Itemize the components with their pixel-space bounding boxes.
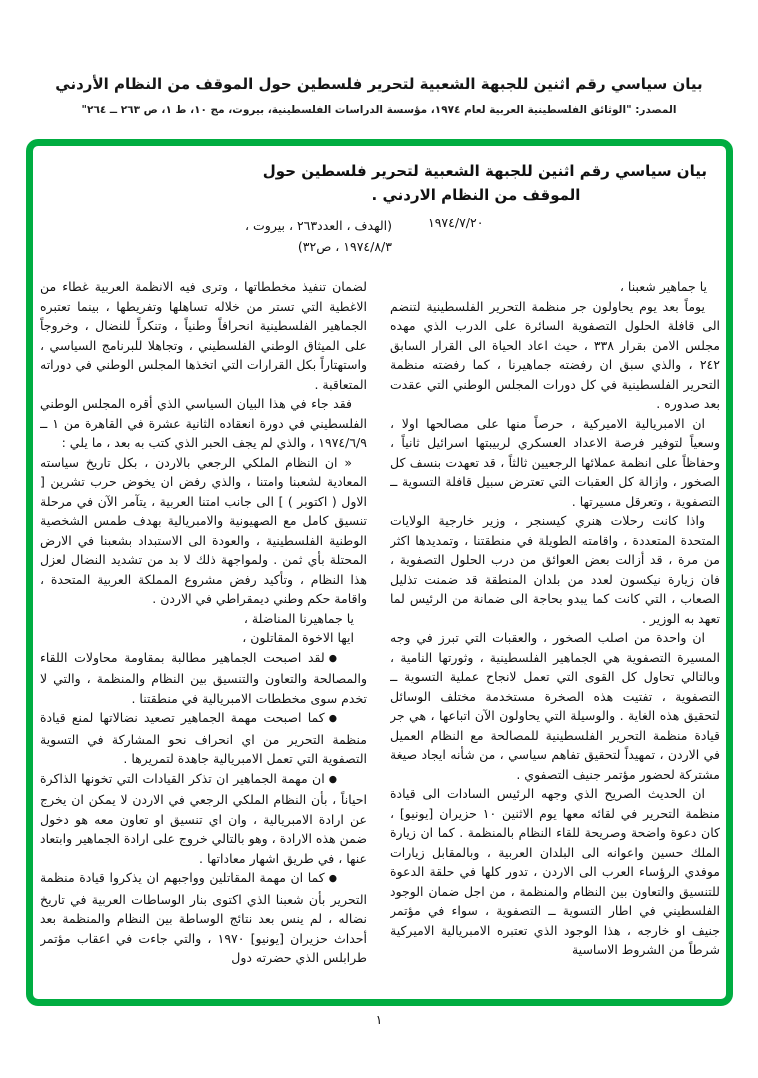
paragraph-bulleted: [40, 648, 367, 709]
paragraph-continuation: لضمان تنفيذ مخططاتها ، وترى فيه الانظمة العربية غطاء من الاغطية التي تستر من خلاله تساهلها وتفريطها ، بينما تعتبره الجماهير الفلسطينية انحرافاً وطنياً ، وتنكراً للنضال ، وخروجاً على الميثاق الوطني الفلسطيني ، وتجاهلا للبرنامج السياسي ، واستهتاراً بكل القرارات التي اتخذها المجلس الوطني في دوراته المتعاقبة .: [40, 279, 367, 392]
paragraph-salutation: يا جماهير شعبنا ،: [619, 279, 707, 294]
column-left: [40, 277, 367, 999]
paragraph-bulleted: [40, 708, 367, 769]
paragraph: واذا كانت رحلات هنري كيسنجر ، وزير خارجية الولايات المتحدة المتعددة ، واقامته الطويلة في منطقتنا ، وتمديدها اكثر من مرة ، قد أزالت بعض العوائق من درب الحلول التصفوية ، فان زيارة نيكسون لعدد من بلدان المنطقة قد ضمنت تذليل الصعاب ، التي كانت كما يبدو بحاجة الى ضمانة من الرئيس لما تعهد به الوزير .: [390, 513, 720, 626]
statement-heading: [245, 159, 707, 207]
paragraph: فقد جاء في هذا البيان السياسي الذي أقره المجلس الوطني الفلسطيني في دورة انعقاده الثانية عشرة في القاهرة من ١ ــ ١٩٧٤/٦/٩ ، والذي لم يجف الحبر الذي كتب به بعد ، ما يلي :: [40, 396, 367, 450]
statement-heading-line2: الموقف من النظام الاردني .: [371, 186, 581, 204]
column-right: [390, 277, 720, 999]
paragraph: ان واحدة من اصلب الصخور ، والعقبات التي تبرز في وجه المسيرة التصفوية هي الجماهير الفلسطينية ، وثورتها النامية ، وبالتالي تحاول كل القوى التي تعمل لانجاح عملية التسوية ــ التصفوية ، تفتيت هذه الصخرة مستخدمة مختلف الوسائل لتحقيق هذه الغاية . والوسيلة التي يحاولون الآن اتباعها ، هي جر قيادة منظمة التحرير الفلسطينية للمصالحة مع النظام العميل في الاردن ، تمهيداً لتحقيق تفاهم سياسي ، من شأنه ايجاد صيغة مشتركة لحضور مؤتمر جنيف التصفوي .: [390, 630, 720, 782]
paragraph-bulleted: [40, 769, 367, 869]
bullet-icon: ●: [328, 873, 337, 884]
publication-citation: [236, 215, 392, 257]
paragraph-bulleted: [40, 868, 367, 968]
statement-date: ١٩٧٤/٧/٢٠: [428, 215, 484, 230]
page-number: ١: [375, 1012, 383, 1027]
bullet-icon: ●: [328, 652, 337, 664]
publication-citation-line2: ١٩٧٤/٨/٣ ، ص٣٢): [297, 239, 392, 254]
publication-citation-line1: (الهدف ، العدد٢٦٣ ، بيروت ،: [245, 218, 392, 233]
paragraph-text: لقد اصبحت الجماهير مطالبة بمقاومة محاولات اللقاء والمصالحة والتعاون والتنسيق بين النظام والمنظمة ، والتي لا تخدم سوى مخططات الامبريالية في منطقتنا .: [40, 649, 367, 706]
page-title: بيان سياسي رقم اثنين للجبهة الشعبية لتحرير فلسطين حول الموقف من النظام الأردني: [55, 75, 703, 93]
paragraph-text: كما ان مهمة المقاتلين وواجبهم ان يذكروا قيادة منظمة التحرير بأن شعبنا الذي اكتوى بنار الوساطات العربية في تاريخ نضاله ، لم ينس بعد نتائج الوساطة بين النظام والمنظمة بعد أحداث حزيران [يونيو] ١٩٧٠ ، والتي جاءت في اعقاب مؤتمر طرابلس الذي حضرته دول: [40, 870, 367, 965]
paragraph-text: كما اصبحت مهمة الجماهير تصعيد نضالاتها لمنع قيادة منظمة التحرير من اي انحراف نحو المشاركة في التسوية التصفوية التي تعمل الامبريالية جاهدة لتمريرها .: [40, 710, 367, 766]
paragraph-salutation: يا جماهيرنا المناضلة ،: [243, 610, 354, 626]
paragraph-salutation: ايها الاخوة المقاتلون ،: [242, 630, 354, 645]
source-citation: المصدر: "الوثائق الفلسطينية العربية لعام ١٩٧٤، مؤسسة الدراسات الفلسطينية، بيروت، مج ١٠، ط ١، ص ٢٦٣ ــ ٢٦٤": [81, 104, 677, 116]
paragraph-quote: « ان النظام الملكي الرجعي بالاردن ، بكل تاريخ سياسته المعادية لشعبنا وامتنا ، والذي رفض ان يخوض حرب تشرين [ الاول ( اكتوبر ) ] الى جانب امتنا العربية ، يتآمر الآن في مرحلة تنسيق كامل مع الصهيونية والامبريالية بهدف طمس الشخصية الوطنية الفلسطينية ، والعودة الى الاستبداد بشعبنا في الارض المحتلة بأي ثمن . ولمواجهة ذلك لا بد من تشديد النضال لعزل هذا النظام ، وتأكيد رفض مشروع المملكة العربية المتحدة ، واقامة حكم وطني ديمقراطي في الاردن .: [40, 454, 367, 606]
paragraph-text: ان مهمة الجماهير ان تذكر القيادات التي تخونها الذاكرة احياناً ، بأن النظام الملكي الرجعي في الاردن لا يمكن ان يخرج عن ارادة الامبريالية ، وان اي تنسيق او تعاون معه هو دخول ضمن هذه الارادة ، وهو بالتالي خروج على ارادة الجماهير وابتعاد عنها ، في طريق اشهار معاداتها .: [40, 770, 367, 866]
paragraph: يوماً بعد يوم يحاولون جر منظمة التحرير الفلسطينية لتنضم الى قافلة الحلول التصفوية السائرة على الدرب الذي مهده مجلس الامن بقرار ٣٣٨ ، حيث اعاد الحياة الى القرار السابق ٢٤٢ ، والذي سبق ان رفضته جماهيرنا ، كما رفضته منظمة التحرير الفلسطينية في كل دورات المجلس الوطني التي عقدت بعد صدوره .: [390, 298, 720, 411]
bullet-icon: ●: [328, 773, 337, 785]
paragraph: ان الامبريالية الاميركية ، حرصاً منها على مصالحها اولا ، وسعياً لتوفير فرصة الاعداد العسكري لربيبتها اسرائيل ثانياً ، وحفاظاً على انظمة عملائها الرجعيين ثالثاً ، قد تعهدت بنسف كل الصخور ، وازالة كل العقبات التي تعترض سبيل قافلة التسوية ــ التصفوية ، وتعرقل مسيرتها .: [390, 415, 720, 509]
bullet-icon: ●: [328, 713, 337, 724]
statement-heading-line1: بيان سياسي رقم اثنين للجبهة الشعبية لتحرير فلسطين حول: [262, 162, 707, 180]
paragraph: ان الحديث الصريح الذي وجهه الرئيس السادات الى قيادة منظمة التحرير في لقائه معها يوم الاثنين ١٠ حزيران [يونيو] ، كان دعوة واضحة وصريحة للقاء النظام بالمنظمة . كما ان زيارة الملك حسين واعوانه الى البلدان العربية ، وبالمقابل زيارات موفدي الرؤساء العرب الى الاردن ، تدور كلها في حلقة الدعوة للتنسيق والتعاون بين النظام والمنظمة ، من اجل ضمان الوجود الفلسطيني في اطار التسوية ــ التصفوية ، سواء في مؤتمر جنيف او خارجه ، هذا الوجود الذي تعتبره الامبريالية الاميركية شرطاً من الشروط الاساسية: [390, 786, 720, 957]
